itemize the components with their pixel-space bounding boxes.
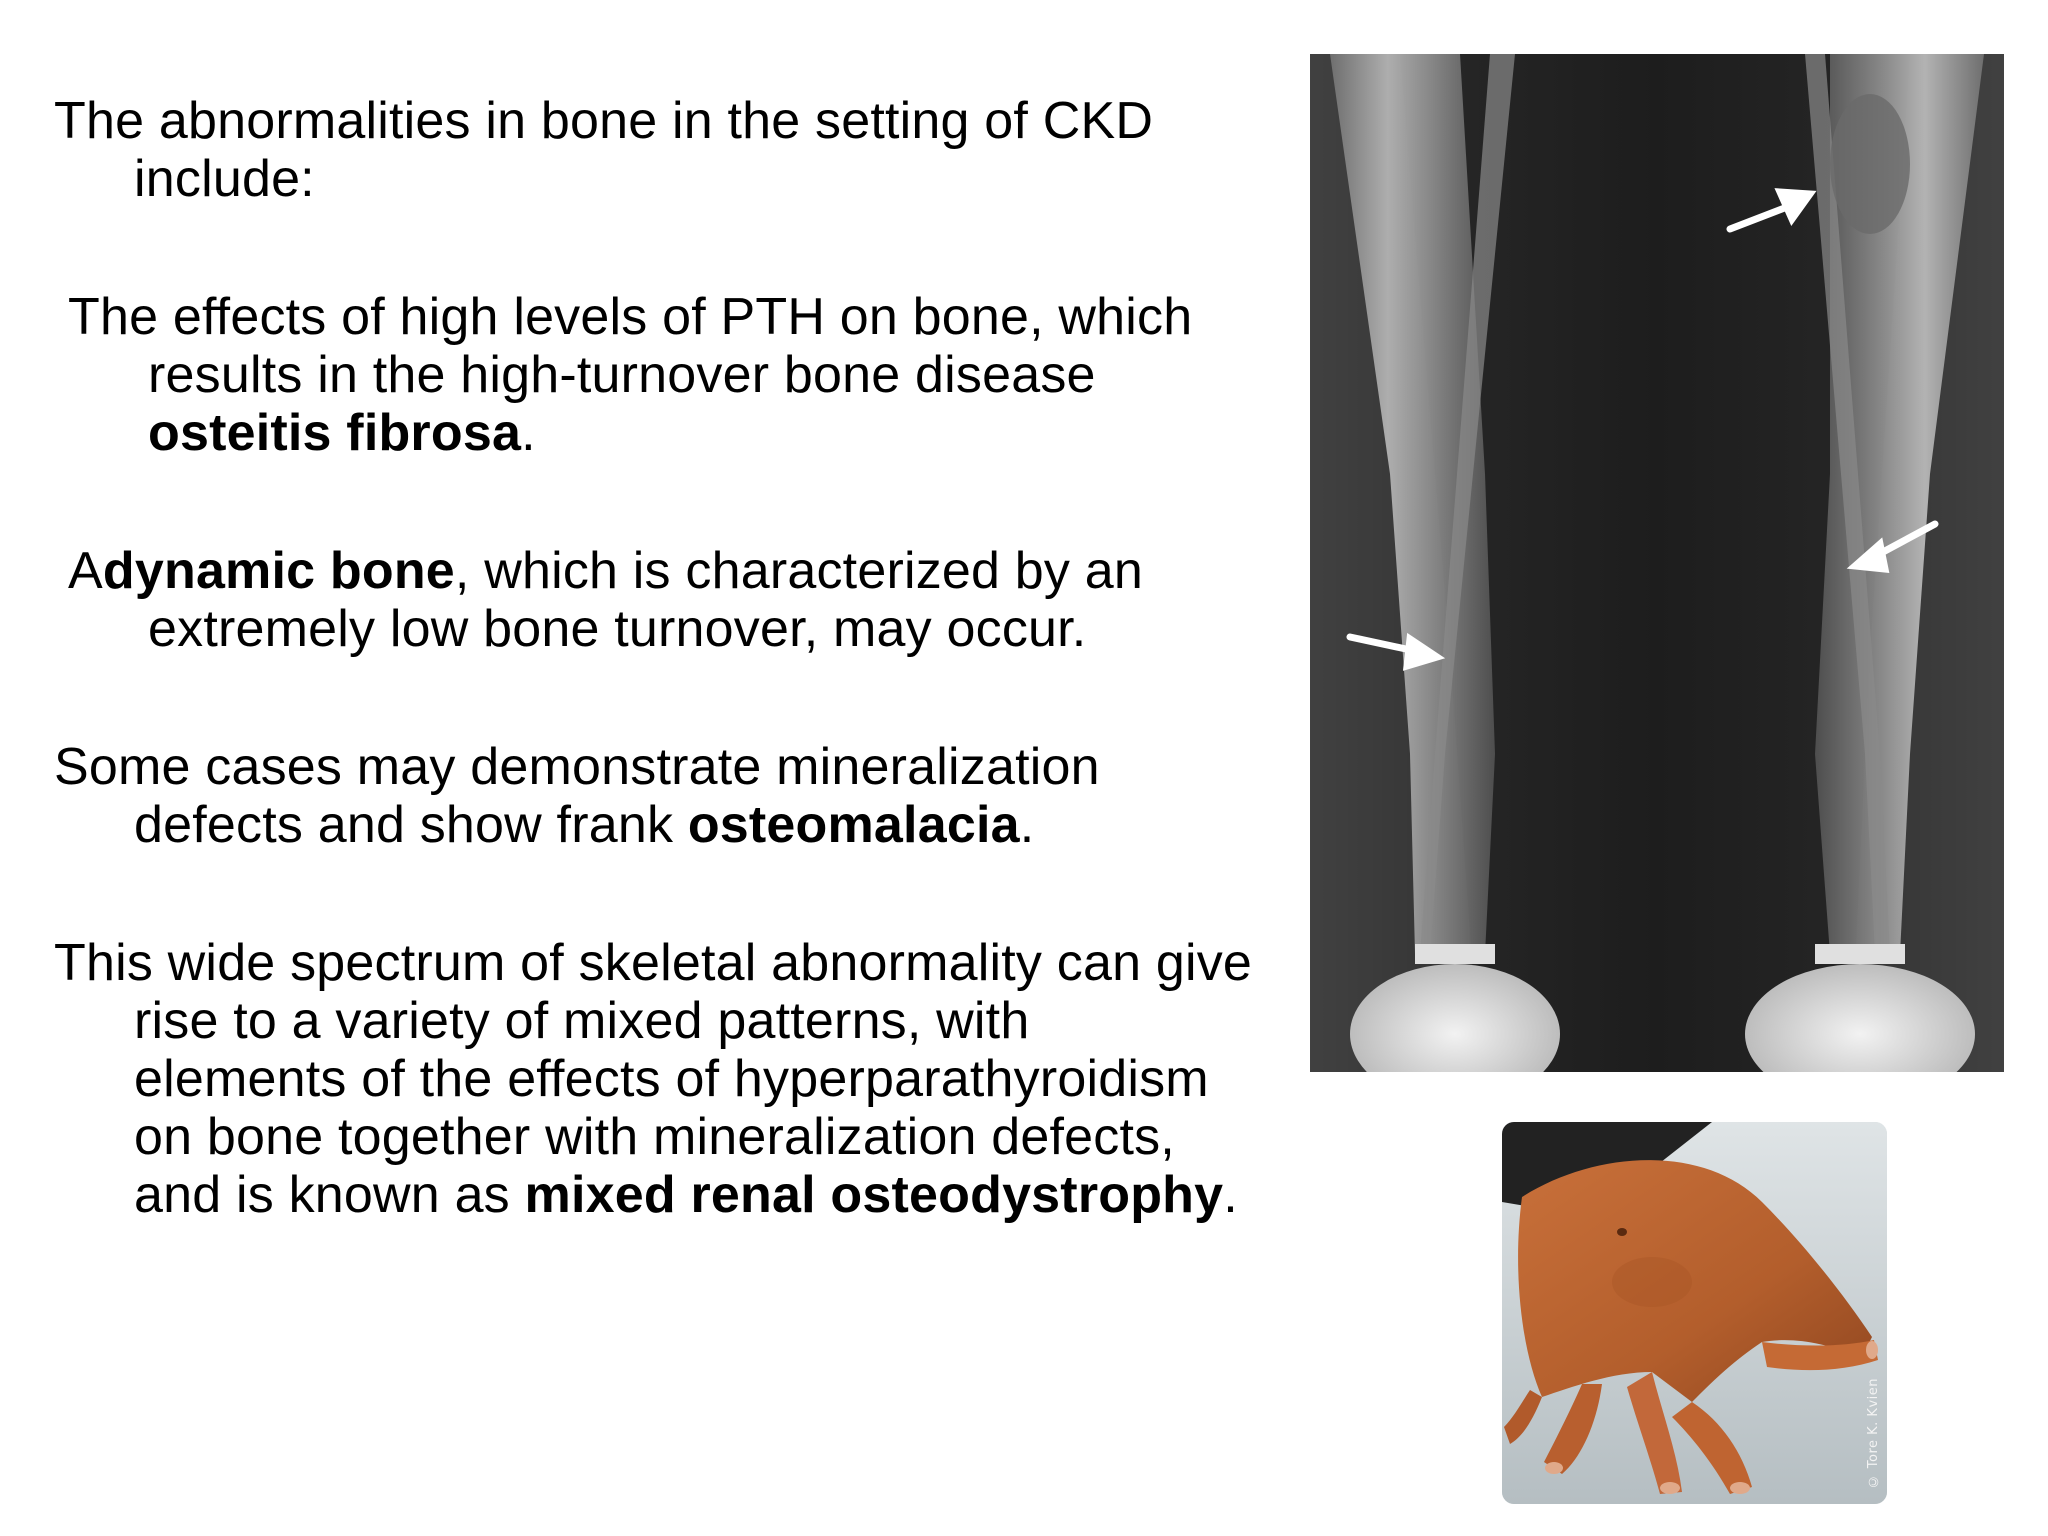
- hand-photo-image: [1502, 1122, 1887, 1504]
- paragraph-adynamic-bone: [68, 542, 1254, 658]
- paragraph-osteomalacia: [54, 738, 1254, 854]
- term-dynamic-bone: dynamic bone: [102, 542, 455, 600]
- term-osteitis-fibrosa: osteitis fibrosa: [148, 404, 522, 462]
- term-mixed-renal-osteodystrophy: mixed renal osteodystrophy: [524, 1166, 1224, 1224]
- paragraph-intro: [54, 92, 1254, 208]
- term-osteomalacia: osteomalacia: [687, 796, 1020, 854]
- photo-credit: © Tore K. Kvien: [1866, 1377, 1881, 1488]
- slide-body-text: [54, 92, 1254, 1224]
- paragraph-mixed-renal-osteodystrophy: [54, 934, 1254, 1224]
- punctuation: .: [1223, 1166, 1238, 1224]
- xray-legs-image: [1310, 54, 2004, 1072]
- punctuation: .: [1019, 796, 1035, 854]
- paragraph-text: A: [68, 542, 103, 600]
- paragraph-text: The effects of high levels of PTH on bone, which results in the high-turnover bone disease: [68, 288, 1193, 404]
- xray-graphic: [1310, 54, 2004, 1072]
- paragraph-osteitis-fibrosa: [68, 288, 1254, 462]
- punctuation: .: [521, 404, 536, 462]
- hand-graphic: [1502, 1122, 1887, 1504]
- paragraph-text: , which is characterized by an extremely low bone turnover, may occur.: [148, 542, 1144, 658]
- paragraph-text: Some cases may demonstrate mineralization defects and show frank: [54, 738, 1100, 854]
- paragraph-text: This wide spectrum of skeletal abnormality can give rise to a variety of mixed patterns, with elements of the effects of hyperparathyroidism on bone together with mineralization defects, and is known as: [54, 934, 1253, 1224]
- paragraph-intro-text: The abnormalities in bone in the setting of CKD include:: [54, 92, 1154, 208]
